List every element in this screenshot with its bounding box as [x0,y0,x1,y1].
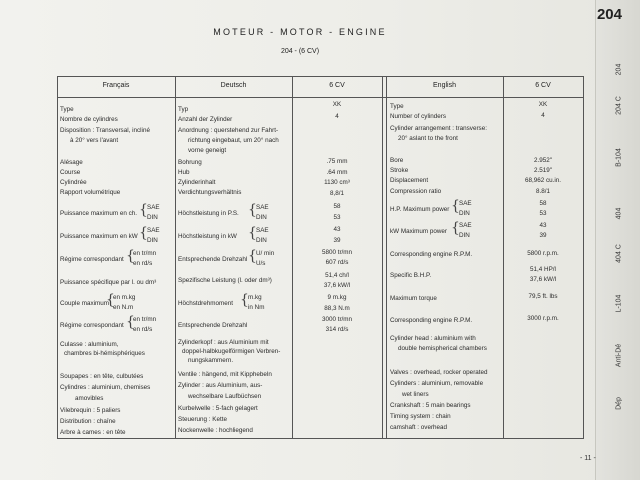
cv-displacement: 1130 cm³ [324,179,350,186]
brace: { [248,202,257,218]
fr-trs: en rd/s [133,326,153,333]
de-zylinder-alu-cont: wechselbare Laufbüchsen [188,393,262,400]
de-mkg: m.kg [248,294,262,301]
de-kurbelwelle: Kurbelwelle : 5-fach gelagert [178,405,258,412]
cv-torque-nm: 88,3 N.m [324,305,350,312]
fr-sae: SAE [147,227,160,234]
column-divider [583,76,584,439]
fr-culasse: Culasse : aluminium, [60,341,119,348]
cv2-bore: 2.952" [534,157,552,164]
de-anordnung-cont: richtung eingebaut, um 20° nach [188,137,279,144]
de-drehmoment: Höchstdrehmoment [178,300,233,307]
de-zylinder: Anzahl der Zylinder [178,116,233,123]
en-sae: SAE [459,222,472,229]
cv-compression: 8,8/1 [329,190,344,197]
en-valves: Valves : overhead, rocker operated [390,369,488,376]
cv2-hp-din: 53 [539,210,547,217]
column-divider [175,76,176,439]
header-6cv: 6 CV [535,82,551,89]
cv2-stroke: 2.519" [534,167,552,174]
cv-type: XK [332,101,342,108]
cv2-rpm: 5800 r.p.m. [527,250,559,257]
de-nm: in Nm [248,304,265,311]
brace: { [451,198,460,214]
de-din: DIN [256,214,267,221]
de-verdichtung: Verdichtungsverhältnis [178,189,242,196]
de-drehzahl: Entsprechende Drehzahl [178,256,248,263]
en-camshaft: camshaft : overhead [390,424,448,431]
de-spezifische: Spezifische Leistung (l. oder dm³) [178,277,272,284]
en-displacement: Displacement [390,177,429,184]
fr-vilebrequin: Vilebrequin : 5 paliers [60,407,121,414]
cv2-type: XK [538,101,548,108]
index-tab[interactable]: Anti-Dé [615,343,623,368]
en-arrangement-cont: 20° aslant to the front [398,135,458,142]
en-arrangement: Cylinder arrangement : transverse: [390,125,487,132]
brace: { [139,202,148,218]
de-leistung-kw: Höchstleistung in kW [178,233,237,240]
cv-stroke: .64 mm [326,169,348,176]
column-divider [292,76,293,439]
page-footer: - 11 - [580,455,596,462]
index-tab[interactable]: Dép [615,397,623,410]
cv2-compression: 8.8/1 [535,188,550,195]
de-typ: Typ [178,106,189,113]
index-tab[interactable]: 204 C [615,96,623,115]
cv-torque-rpm: 3000 tr/mn [321,316,353,323]
en-type: Type [390,103,404,110]
en-bore: Bore [390,157,404,164]
en-stroke: Stroke [390,167,409,174]
index-tab[interactable]: 404 C [615,244,623,263]
fr-puissance-kw: Puissance maximum en kW [60,233,138,240]
fr-puissance-specifique: Puissance spécifique par l. ou dm³ [60,279,157,286]
cv-kw-din: 39 [333,237,341,244]
fr-type: Type [60,106,74,113]
de-zylinderkopf: Zylinderkopf : aus Aluminium mit [178,339,269,346]
fr-couple: Couple maximum [60,300,109,307]
en-corresponding-rpm: Corresponding engine R.P.M. [390,251,473,258]
de-zylinder-alu: Zylinder : aus Aluminium, aus- [178,382,263,389]
fr-cylindree: Cylindrée [60,179,87,186]
de-ventile: Ventile : hängend, mit Kipphebeln [178,371,272,378]
de-anordnung: Anordnung : querstehend zur Fahrt- [178,127,279,134]
brace: { [139,225,148,241]
cv2-hp-sae: 58 [539,200,547,207]
en-specific-bhp: Specific B.H.P. [390,272,432,279]
fr-disposition-cont: à 20° vers l'avant [70,137,119,144]
table-header-rule [57,97,583,98]
cv-torque-rds: 314 rd/s [325,326,349,333]
cv-kw-sae: 43 [333,226,341,233]
index-tab[interactable]: L-104 [615,294,623,313]
fr-soupapes: Soupapes : en tête, culbutées [60,373,144,380]
cv2-specific-hp: 51,4 HP/l [530,266,556,273]
fr-trmn: en tr/mn [133,250,157,257]
de-hub: Hub [178,169,190,176]
header-6cv: 6 CV [329,82,345,89]
fr-din: DIN [147,214,158,221]
fr-cylindres-cont: amovibles [75,395,104,402]
cv-cylinders: 4 [335,113,339,120]
en-cylinder-head: Cylinder head : aluminium with [390,335,476,342]
fr-din: DIN [147,237,158,244]
de-nockenwelle: Nockenwelle : hochliegend [178,427,253,434]
de-leistung-ps: Höchstleistung in P.S. [178,210,239,217]
de-bohrung: Bohrung [178,159,202,166]
de-sae: SAE [256,204,269,211]
cv-torque-mkg: 9 m.kg [327,294,347,301]
fr-sae: SAE [147,204,160,211]
fr-nm: en N.m [113,304,134,311]
fr-mkg: en m.kg [113,294,136,301]
en-compression: Compression ratio [390,188,442,195]
cv-rpm: 5800 tr/mn [321,249,353,256]
en-cylinders-alu-cont: wet liners [402,391,429,398]
fr-trmn: en tr/mn [133,316,157,323]
page-title: MOTEUR - MOTOR - ENGINE [213,27,387,37]
header-deutsch: Deutsch [220,82,247,89]
brace: { [248,248,257,264]
en-corresponding-rpm: Corresponding engine R.P.M. [390,317,473,324]
cv-ps-sae: 58 [333,203,341,210]
cv2-specific-kw: 37,6 kW/l [529,276,557,283]
brace: { [451,220,460,236]
fr-trs: en rd/s [133,260,153,267]
brace: { [240,292,249,308]
cv2-cylinders: 4 [541,112,545,119]
fr-regime-couple: Régime correspondant [60,322,124,329]
index-tab[interactable]: B-104 [615,148,623,167]
de-zylinderinhalt: Zylinderinhalt [178,179,216,186]
table-top-rule [57,76,583,77]
en-cylinders-alu: Cylinders : aluminium, removable [390,380,484,387]
de-us: U/s [256,260,266,267]
de-drehzahl-moment: Entsprechende Drehzahl [178,322,248,329]
fr-cylindres: Cylindres : aluminium, chemises [60,384,151,391]
fr-arbre: Arbre à cames : en tête [60,429,126,436]
en-hp-power: H.P. Maximum power [390,206,450,213]
header-francais: Français [102,82,130,89]
fr-disposition: Disposition : Transversal, incliné [60,127,150,134]
column-divider [382,76,383,439]
page-number: 204 [596,6,622,23]
fr-alesage: Alésage [60,159,83,166]
cv-specific-kw: 37,6 kW/l [323,282,351,289]
fr-culasse-cont: chambres bi-hémisphériques [64,350,145,357]
de-sae: SAE [256,227,269,234]
cv2-displacement: 68,962 cu.in. [524,177,562,184]
en-timing: Timing system : chain [390,413,451,420]
de-anordnung-cont: vorne geneigt [188,147,227,154]
brace: { [248,225,257,241]
en-kw-power: kW Maximum power [390,228,448,235]
fr-distribution: Distribution : chaîne [60,418,116,425]
fr-course: Course [60,169,81,176]
cv2-kw-sae: 43 [539,222,547,229]
en-sae: SAE [459,200,472,207]
cv2-torque: 79,5 ft. lbs [528,293,558,300]
column-divider [57,76,58,439]
column-divider [386,76,387,439]
cv2-kw-din: 39 [539,232,547,239]
brace: { [126,314,135,330]
en-din: DIN [459,232,470,239]
brace: { [126,248,135,264]
en-max-torque: Maximum torque [390,295,437,302]
cv-rds: 607 rd/s [325,259,349,266]
cv2-torque-rpm: 3000 r.p.m. [527,315,559,322]
de-steuerung: Steuerung : Kette [178,416,228,423]
page-subtitle: 204 - (6 CV) [280,48,320,55]
table-bottom-rule [57,438,583,439]
de-din: DIN [256,237,267,244]
en-cylinder-head-cont: double hemispherical chambers [398,345,487,352]
cv-bore: .75 mm [326,158,348,165]
fr-cylinders: Nombre de cylindres [60,116,118,123]
de-zylinderkopf-cont: doppel-halbkugelförmigen Verbren- [182,348,281,355]
de-umn: U/ min [256,250,275,257]
fr-rapport: Rapport volumétrique [60,189,121,196]
fr-regime: Régime correspondant [60,256,124,263]
de-zylinderkopf-cont: nungskammern. [188,357,234,364]
cv-specific-ch: 51,4 ch/l [325,272,349,279]
cv-ps-din: 53 [333,214,341,221]
index-tab[interactable]: 204 [615,63,623,76]
brace: { [106,292,115,308]
header-english: English [433,82,456,89]
en-crankshaft: Crankshaft : 5 main bearings [390,402,471,409]
en-din: DIN [459,210,470,217]
index-tabs [595,0,640,480]
index-tab[interactable]: 404 [615,207,623,220]
fr-puissance-ch: Puissance maximum en ch. [60,210,137,217]
en-cylinders: Number of cylinders [390,113,446,120]
